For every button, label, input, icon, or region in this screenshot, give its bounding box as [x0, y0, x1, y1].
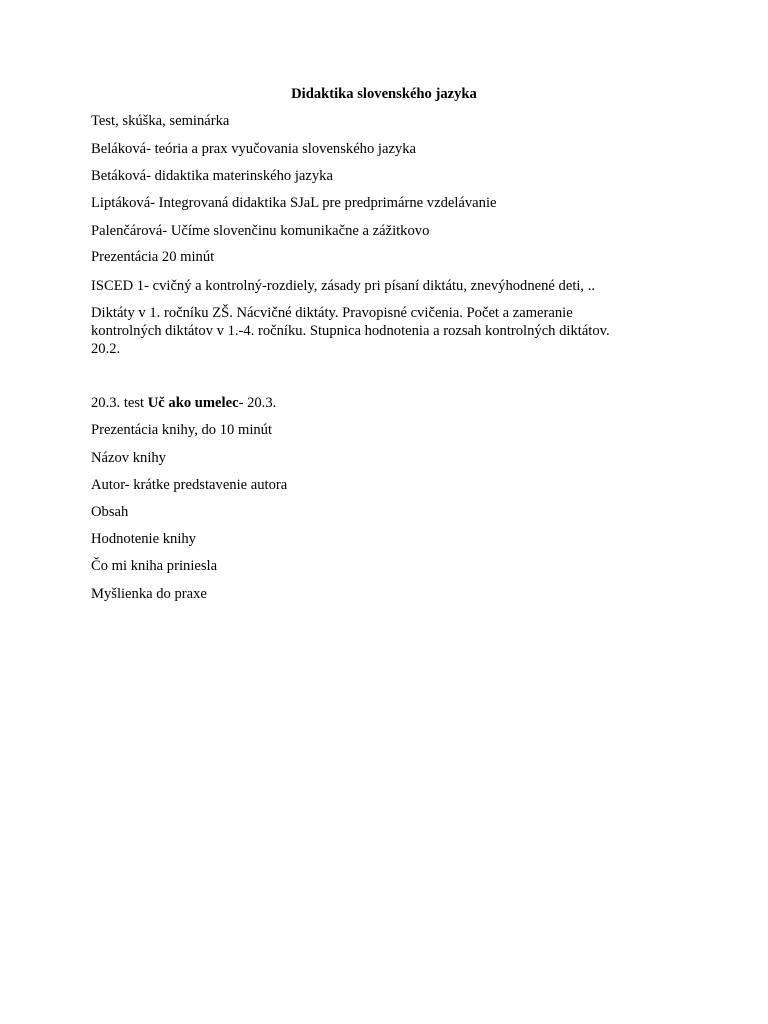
dictation-paragraph-line: Diktáty v 1. ročníku ZŠ. Nácvičné diktáty. Pravopisné cvičenia. Počet a zameranie [91, 305, 573, 321]
document-title: Didaktika slovenského jazyka [291, 86, 477, 102]
test-line [91, 394, 681, 412]
presentation-length-line: Prezentácia 20 minút [91, 249, 215, 265]
course-requirements-line: Test, skúška, seminárka [91, 113, 230, 129]
isced-line: ISCED 1- cvičný a kontrolný-rozdiely, zásady pri písaní diktátu, znevýhodnené deti, .. [91, 278, 596, 294]
literature-item-palencarova: Palenčárová- Učíme slovenčinu komunikačne a zážitkovo [91, 223, 430, 239]
dictation-paragraph-line: 20.2. [91, 341, 121, 357]
literature-item-betakova: Betáková- didaktika materinského jazyka [91, 168, 333, 184]
literature-item-belakova: Beláková- teória a prax vyučovania slovenského jazyka [91, 141, 416, 157]
test-line-prefix: 20.3. test [91, 395, 148, 411]
book-item-author: Autor- krátke predstavenie autora [91, 477, 288, 493]
book-item-takeaway: Čo mi kniha priniesla [91, 558, 218, 574]
test-line-suffix: - 20.3. [238, 395, 277, 411]
dictation-paragraph [91, 304, 681, 358]
book-item-title: Názov knihy [91, 450, 166, 466]
book-presentation-line: Prezentácia knihy, do 10 minút [91, 422, 273, 438]
book-item-evaluation: Hodnotenie knihy [91, 531, 196, 547]
book-item-practice: Myšlienka do praxe [91, 586, 207, 602]
test-line-title: Uč ako umelec [147, 395, 239, 411]
book-item-content: Obsah [91, 504, 129, 520]
literature-item-liptakova: Liptáková- Integrovaná didaktika SJaL pre predprimárne vzdelávanie [91, 195, 497, 211]
dictation-paragraph-line: kontrolných diktátov v 1.-4. ročníku. Stupnica hodnotenia a rozsah kontrolných diktátov. [91, 323, 610, 339]
